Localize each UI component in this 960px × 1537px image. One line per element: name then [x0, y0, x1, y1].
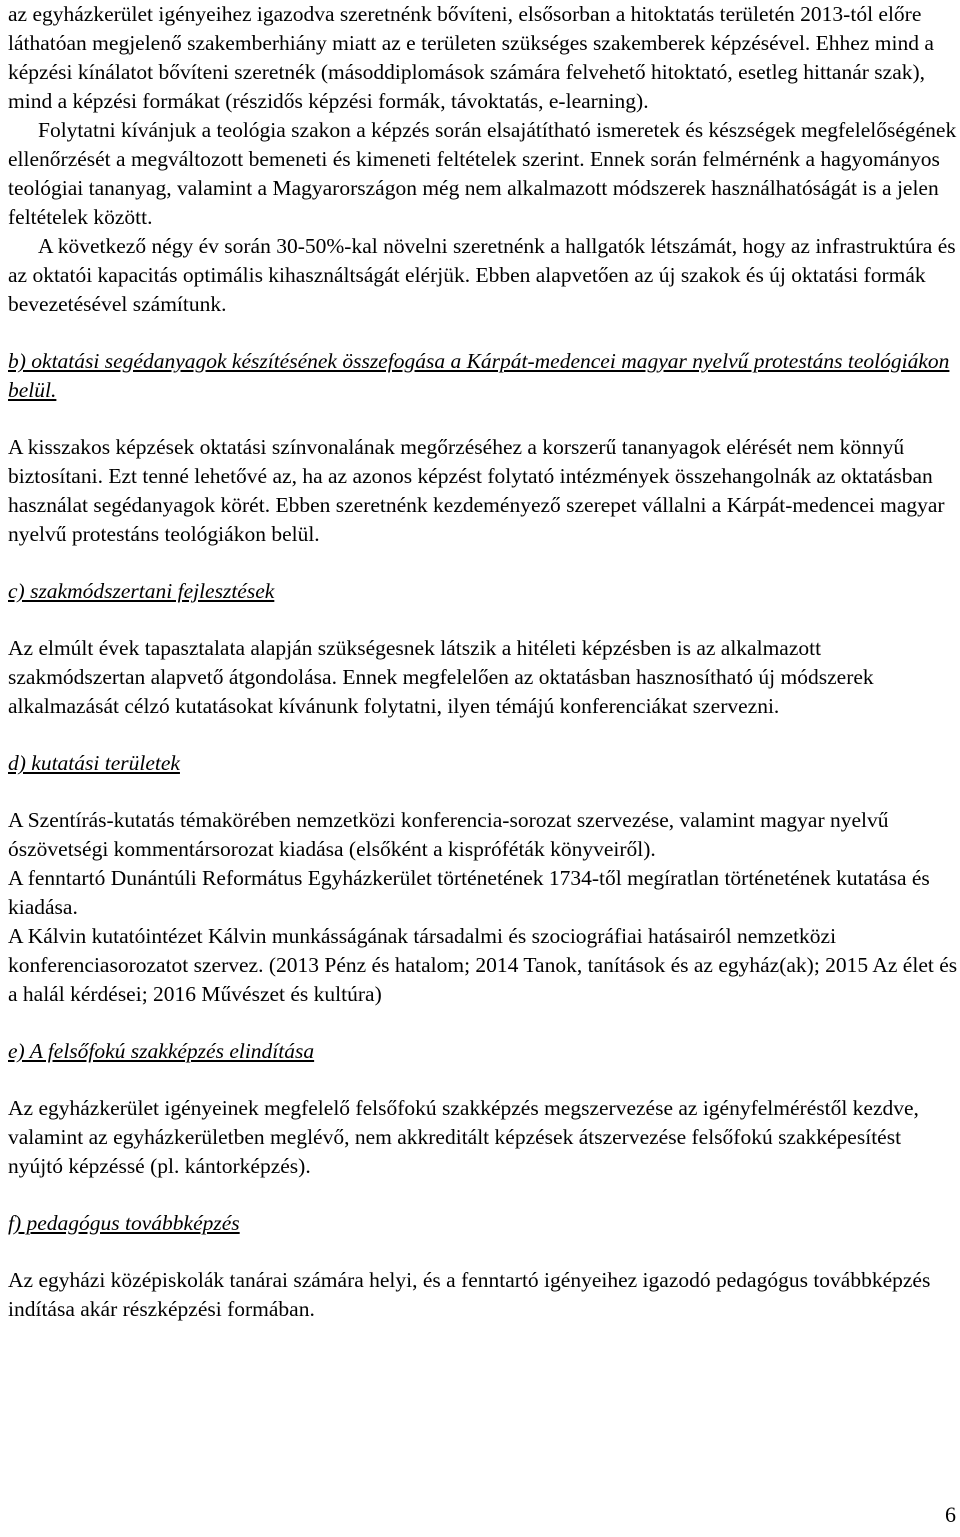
section-c-heading: c) szakmódszertani fejlesztések [8, 579, 275, 603]
section-d-paragraph-2: A fenntartó Dunántúli Református Egyházkerület történetének 1734-től megíratlan történetének kutatása és kiadása. [8, 866, 930, 919]
section-f-paragraph: Az egyházi középiskolák tanárai számára helyi, és a fenntartó igényeihez igazodó pedagógus továbbképzés indítása akár részképzési formában. [8, 1268, 931, 1321]
section-d-paragraph-3: A Kálvin kutatóintézet Kálvin munkásságának társadalmi és szociográfiai hatásairól nemzetközi konferenciasorozatot szervez. (2013 Pénz és hatalom; 2014 Tanok, tanítások és az egyház(ak); 2015 Az élet és a halál kérdései; 2016 Művészet és kultúra) [8, 924, 958, 1006]
section-f-heading: f) pedagógus továbbképzés [8, 1211, 240, 1235]
intro-paragraph-2: Folytatni kívánjuk a teológia szakon a képzés során elsajátítható ismeretek és készségek megfelelőségének ellenőrzését a megváltozott bemeneti és kimeneti feltételek szerint. Ennek során felmérnénk a hagyományos teológiai tananyag, valamint a Magyarországon még nem alkalmazott módszerek használhatóságát is a jelen feltételek között. [8, 118, 957, 229]
section-d-paragraph-1: A Szentírás-kutatás témakörében nemzetközi konferencia-sorozat szervezése, valamint magyar nyelvű ószövetségi kommentársorozat kiadása (elsőként a kispróféták könyveiről). [8, 808, 889, 861]
section-c-paragraph: Az elmúlt évek tapasztalata alapján szükségesnek látszik a hitéleti képzésben is az alkalmazott szakmódszertan alapvető átgondolása. Ennek megfelelően az oktatásban hasznosítható új módszerek alkalmazását célzó kutatásokat kívánunk folytatni, ilyen témájú konferenciákat szervezni. [8, 636, 874, 718]
document-page [8, 0, 958, 1324]
section-b-heading: b) oktatási segédanyagok készítésének összefogása a Kárpát-medencei magyar nyelvű protestáns teológiákon belül. [8, 349, 950, 402]
section-e-heading: e) A felsőfokú szakképzés elindítása [8, 1039, 315, 1063]
page-number: 6 [945, 1502, 956, 1527]
section-d-heading: d) kutatási területek [8, 751, 180, 775]
intro-paragraph-3: A következő négy év során 30-50%-kal növelni szeretnénk a hallgatók létszámát, hogy az infrastruktúra és az oktatói kapacitás optimális kihasználtságát elérjük. Ebben alapvetően az új szakok és új oktatási formák bevezetésével számítunk. [8, 234, 956, 316]
section-e-paragraph: Az egyházkerület igényeinek megfelelő felsőfokú szakképzés megszervezése az igényfelméréstől kezdve, valamint az egyházkerületben meglévő, nem akkreditált képzések átszervezése felsőfokú szakképesítést nyújtó képzéssé (pl. kántorképzés). [8, 1096, 919, 1178]
intro-paragraph-1: az egyházkerület igényeihez igazodva szeretnénk bővíteni, elsősorban a hitoktatás területén 2013-tól előre láthatóan megjelenő szakemberhiány miatt az e területen szükséges szakemberek képzésével. Ehhez mind a képzési kínálatot bővíteni szeretnék (másoddiplomások számára felvehető hitoktató, esetleg hittanár szak), mind a képzési formákat (részidős képzési formák, távoktatás, e-learning). [8, 2, 934, 113]
section-b-paragraph: A kisszakos képzések oktatási színvonalának megőrzéséhez a korszerű tananyagok elérését nem könnyű biztosítani. Ezt tenné lehetővé az, ha az azonos képzést folytató intézmények összehangolnák az oktatásban használat segédanyagok körét. Ebben szeretnénk kezdeményező szerepet vállalni a Kárpát-medencei magyar nyelvű protestáns teológiákon belül. [8, 435, 945, 546]
